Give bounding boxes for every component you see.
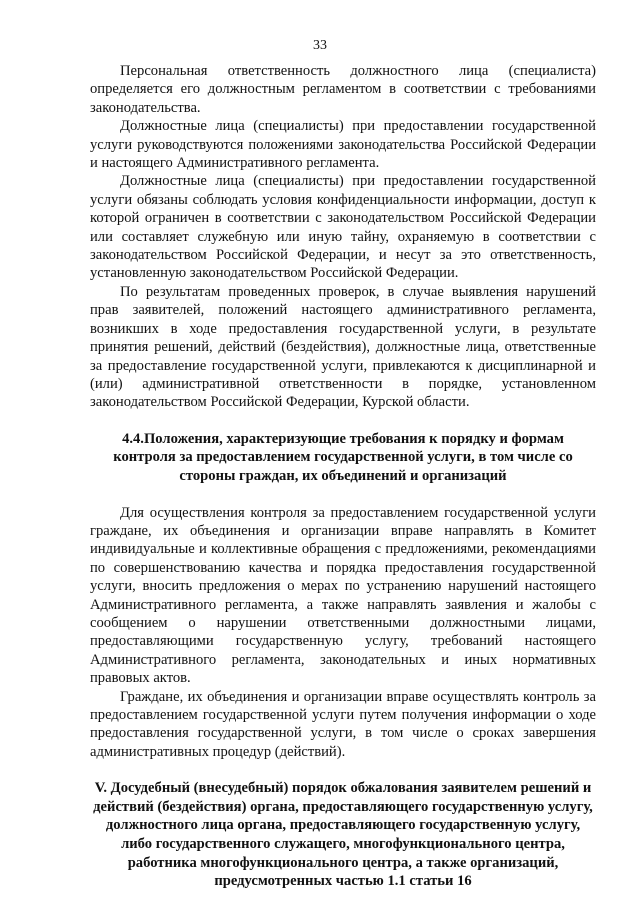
section-heading-v: V. Досудебный (внесудебный) порядок обжалования заявителем решений и действий (бездействия) органа, предоставляющего государственную услугу, должностного лица органа, предоставляющего государственную услугу, либо государственного служащего, многофункционального центра, работника многофункционального центра, а также организаций, предусмотренных частью 1.1 статьи 16: [93, 780, 593, 890]
paragraph-officials-guided: Должностные лица (специалисты) при предоставлении государственной услуги руководствуются положениями законодательства Российской Федерации и настоящего Административного регламента.: [90, 118, 596, 172]
paragraph-citizen-control: Для осуществления контроля за предоставлением государственной услуги граждане, их объединения и организации вправе направлять в Комитет индивидуальные и коллективные обращения с предложениями, рекомендациями по совершенствованию качества и порядка предоставления государственной услуги, вносить предложения о мерах по устранению нарушений настоящего Административного регламента, а также направлять заявления и жалобы с сообщением о нарушении ответственными должностными лицами, предоставляющими государственную услугу, требований настоящего Административного регламента, законодательных и иных нормативных правовых актов.: [90, 504, 596, 687]
section-heading-4-4: 4.4.Положения, характеризующие требования к порядку и формам контроля за предоставлением государственной услуги, в том числе со стороны граждан, их объединений и организаций: [113, 430, 573, 484]
paragraph-confidentiality: Должностные лица (специалисты) при предоставлении государственной услуги обязаны соблюдать условия конфиденциальности информации, доступ к которой ограничен в соответствии с законодательством Российской Федерации или составляет служебную или иную тайну, охраняемую в соответствии с законодательством Российской Федерации, и несут за это ответственность, установленную законодательством Российской Федерации.: [90, 173, 596, 282]
page-number: 33: [313, 38, 327, 53]
paragraph-personal-responsibility: Персональная ответственность должностного лица (специалиста) определяется его должностным регламентом в соответствии с требованиями законодательства.: [90, 63, 596, 116]
document-body: [90, 62, 596, 891]
paragraph-inspection-results: По результатам проведенных проверок, в случае выявления нарушений прав заявителей, положений настоящего административного регламента, возникших в ходе предоставления государственной услуги, в результате принятия решений, действий (бездействия), должностные лица, ответственные за предоставление государственной услуги, привлекаются к дисциплинарной и (или) административной ответственности в порядке, установленном законодательством Российской Федерации, Курской области.: [90, 283, 596, 411]
paragraph-citizen-information: Граждане, их объединения и организации вправе осуществлять контроль за предоставлением государственной услуги путем получения информации о ходе предоставления государственной услуги, в том числе о сроках завершения административных процедур (действий).: [90, 688, 596, 760]
